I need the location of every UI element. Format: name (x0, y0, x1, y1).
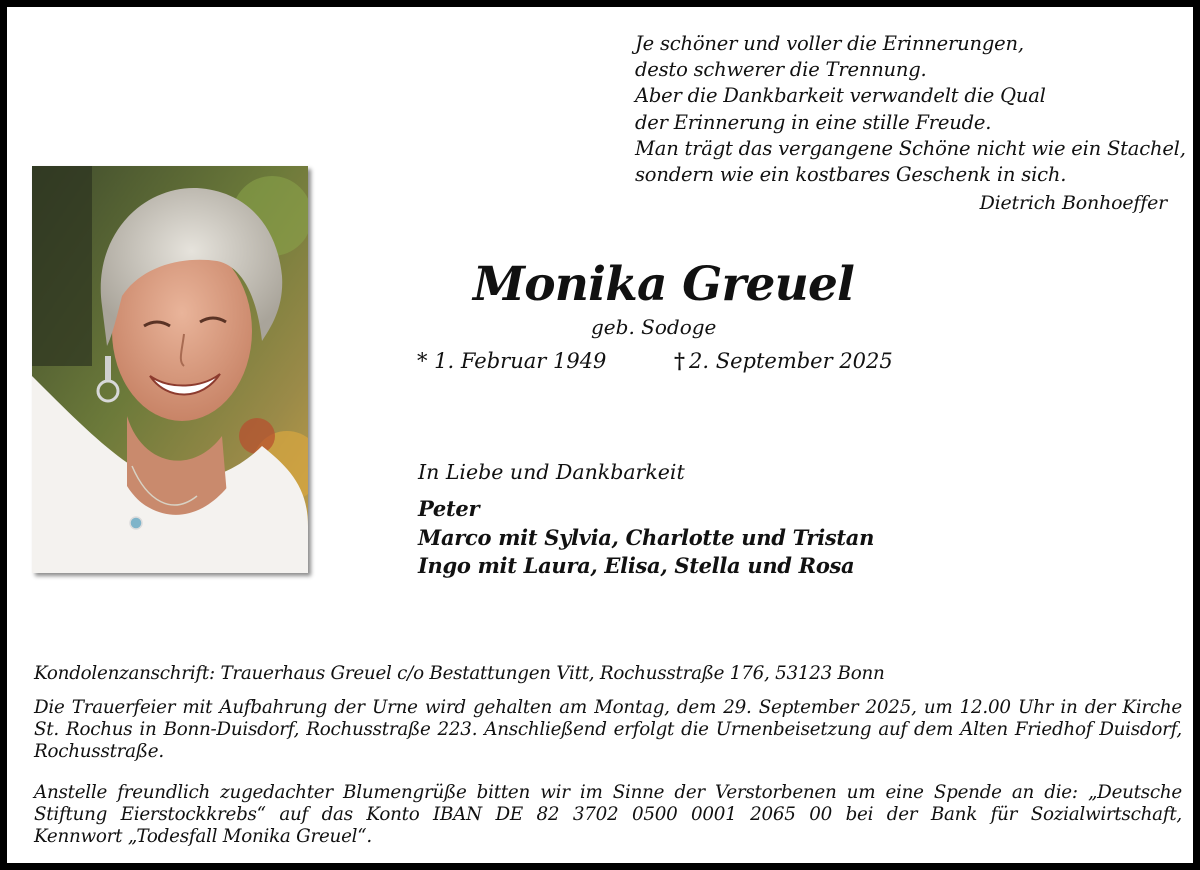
quote-line: der Erinnerung in eine stille Freude. (635, 110, 992, 134)
quote-line: Je schöner und voller die Erinnerungen, (635, 32, 1024, 55)
cross-icon: † (674, 348, 685, 373)
deceased-name: Monika Greuel (473, 257, 855, 312)
donation-line: Stiftung Eierstockkrebs“ auf das Konto IBAN DE 82 3702 0500 0001 2065 00 bei der Bank für Sozialwirtschaft, (34, 804, 1182, 826)
mourner-name: Peter (418, 496, 480, 521)
mourner-name: Ingo mit Laura, Elisa, Stella und Rosa (418, 553, 855, 578)
ceremony-line: Die Trauerfeier mit Aufbahrung der Urne wird gehalten am Montag, dem 29. September 2025, um 12.00 Uhr in der Kirche (34, 697, 1182, 718)
quote-line: Man trägt das vergangene Schöne nicht wie ein Stachel, (635, 136, 1186, 160)
dedication-line: In Liebe und Dankbarkeit (418, 460, 685, 484)
birth-date: * 1. Februar 1949 (417, 349, 607, 373)
quote-block (635, 31, 1187, 188)
condolence-address-text: Kondolenzanschrift: Trauerhaus Greuel c/o Bestattungen Vitt, Rochusstraße 176, 53123 Bonn (34, 663, 885, 684)
death-date-group (674, 347, 893, 375)
life-dates (417, 347, 937, 377)
ceremony-line: St. Rochus in Bonn-Duisdorf, Rochusstraße 223. Anschließend erfolgt die Urnenbeisetzung auf dem Alten Friedhof Duisdorf, (34, 719, 1182, 741)
maiden-name: geb. Sodoge (591, 315, 717, 339)
quote-line: Aber die Dankbarkeit verwandelt die Qual (635, 84, 1046, 108)
donation-info (34, 782, 1182, 849)
donation-line: Kennwort „Todesfall Monika Greuel“. (34, 826, 372, 848)
ceremony-line: Rochusstraße. (34, 741, 164, 763)
quote-author: Dietrich Bonhoeffer (979, 192, 1167, 214)
donation-line: Anstelle freundlich zugedachter Blumengrüße bitten wir im Sinne der Verstorbenen um eine Spende an die: „Deutsche (34, 782, 1182, 803)
mourners-list (418, 495, 874, 581)
portrait-photo-image (32, 166, 308, 573)
quote-line: sondern wie ein kostbares Geschenk in sich. (635, 163, 1067, 187)
condolence-address (34, 663, 1182, 685)
mourner-name: Marco mit Sylvia, Charlotte und Tristan (418, 524, 875, 550)
death-date: 2. September 2025 (688, 349, 893, 373)
ceremony-info (34, 697, 1182, 764)
portrait-photo (32, 166, 308, 573)
quote-line: desto schwerer die Trennung. (635, 58, 927, 82)
